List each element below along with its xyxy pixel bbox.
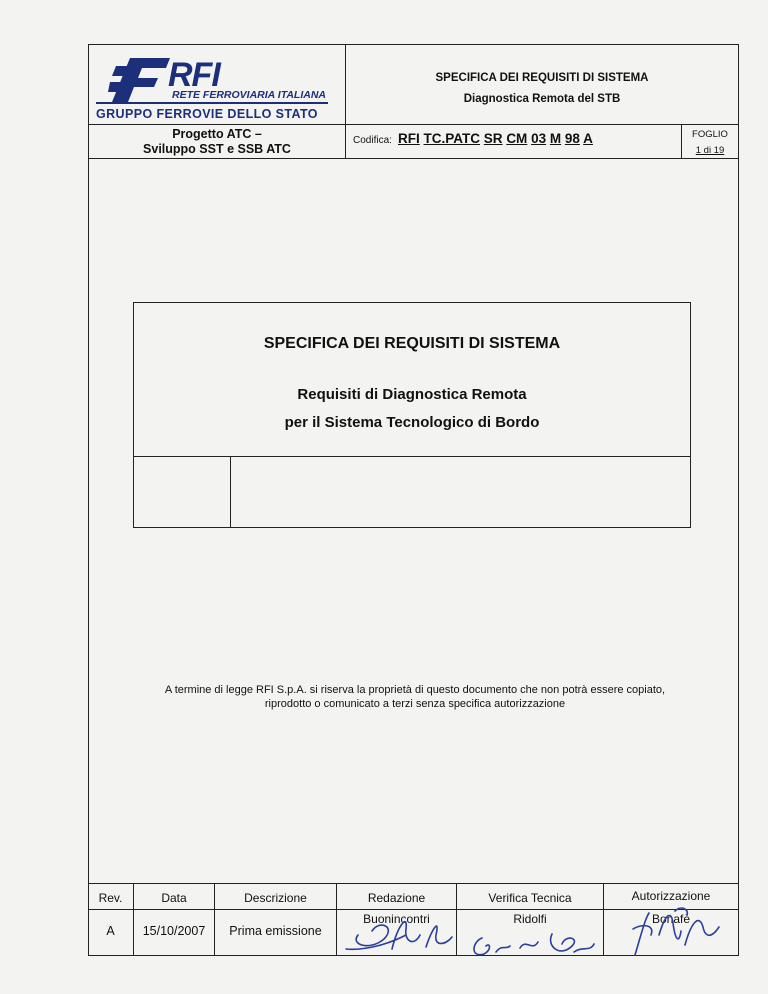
spec-subtitle: Diagnostica Remota del STB — [463, 93, 621, 105]
frame-top — [88, 44, 739, 45]
header-bottom — [88, 158, 739, 159]
logo-subtitle: RETE FERROVIARIA ITALIANA — [172, 89, 326, 101]
row-data: 15/10/2007 — [142, 924, 206, 938]
row-redazione: Buonincontri — [363, 912, 430, 926]
code-part: M — [549, 131, 562, 146]
signature-redazione — [336, 905, 458, 957]
main-subtitle-line-2: per il Sistema Tecnologico di Bordo — [284, 414, 540, 431]
signature-autorizzazione — [615, 905, 735, 960]
code-part: A — [583, 131, 593, 146]
title-box-vsplit — [230, 456, 231, 528]
document-code — [398, 131, 593, 146]
notice-line-1: A termine di legge RFI S.p.A. si riserva la proprietà di questo documento che non potrà essere copiato, — [164, 684, 666, 696]
header-autorizzazione: Autorizzazione — [631, 889, 711, 903]
rfi-logo — [96, 52, 341, 122]
frame-left — [88, 44, 89, 956]
header-descrizione: Descrizione — [244, 891, 307, 905]
logo-group: GRUPPO FERROVIE DELLO STATO — [96, 107, 318, 121]
row-rev: A — [106, 924, 115, 938]
header-redazione: Redazione — [367, 891, 426, 905]
header-data: Data — [161, 891, 187, 905]
main-title: SPECIFICA DEI REQUISITI DI SISTEMA — [263, 335, 561, 352]
project-line-1: Progetto ATC – — [172, 127, 262, 141]
row-descrizione: Prima emissione — [229, 924, 322, 938]
signature-verifica — [462, 928, 602, 968]
project-line-2: Sviluppo SST e SSB ATC — [143, 142, 291, 156]
notice-line-2: riprodotto o comunicato a terzi senza specifica autorizzazione — [264, 698, 566, 710]
main-subtitle-line-1: Requisiti di Diagnostica Remota — [297, 386, 527, 403]
project-title — [89, 127, 345, 157]
header-rev: Rev. — [98, 891, 123, 905]
sheet-value: 1 di 19 — [695, 145, 725, 156]
sheet-label: FOGLIO — [692, 129, 728, 140]
spec-title: SPECIFICA DEI REQUISITI DI SISTEMA — [435, 72, 649, 84]
title-box-divider — [133, 456, 691, 457]
code-part: SR — [483, 131, 503, 146]
logo-brand: RFI — [168, 56, 220, 94]
copyright-notice — [95, 683, 735, 711]
code-part: CM — [506, 131, 528, 146]
rfi-logo-mark-icon — [108, 56, 170, 102]
code-part: RFI — [398, 131, 420, 146]
header-divider — [88, 124, 739, 125]
code-part: 03 — [531, 131, 547, 146]
code-label: Codifica: — [353, 135, 392, 146]
header-verifica: Verifica Tecnica — [488, 891, 572, 905]
code-part: 98 — [564, 131, 580, 146]
frame-right — [738, 44, 739, 956]
row-autorizzazione: Bonafè — [651, 912, 691, 926]
row-verifica: Ridolfi — [513, 912, 547, 926]
rev-table-top — [88, 883, 739, 884]
code-part: TC.PATC — [423, 131, 481, 146]
logo-rule — [96, 102, 328, 104]
